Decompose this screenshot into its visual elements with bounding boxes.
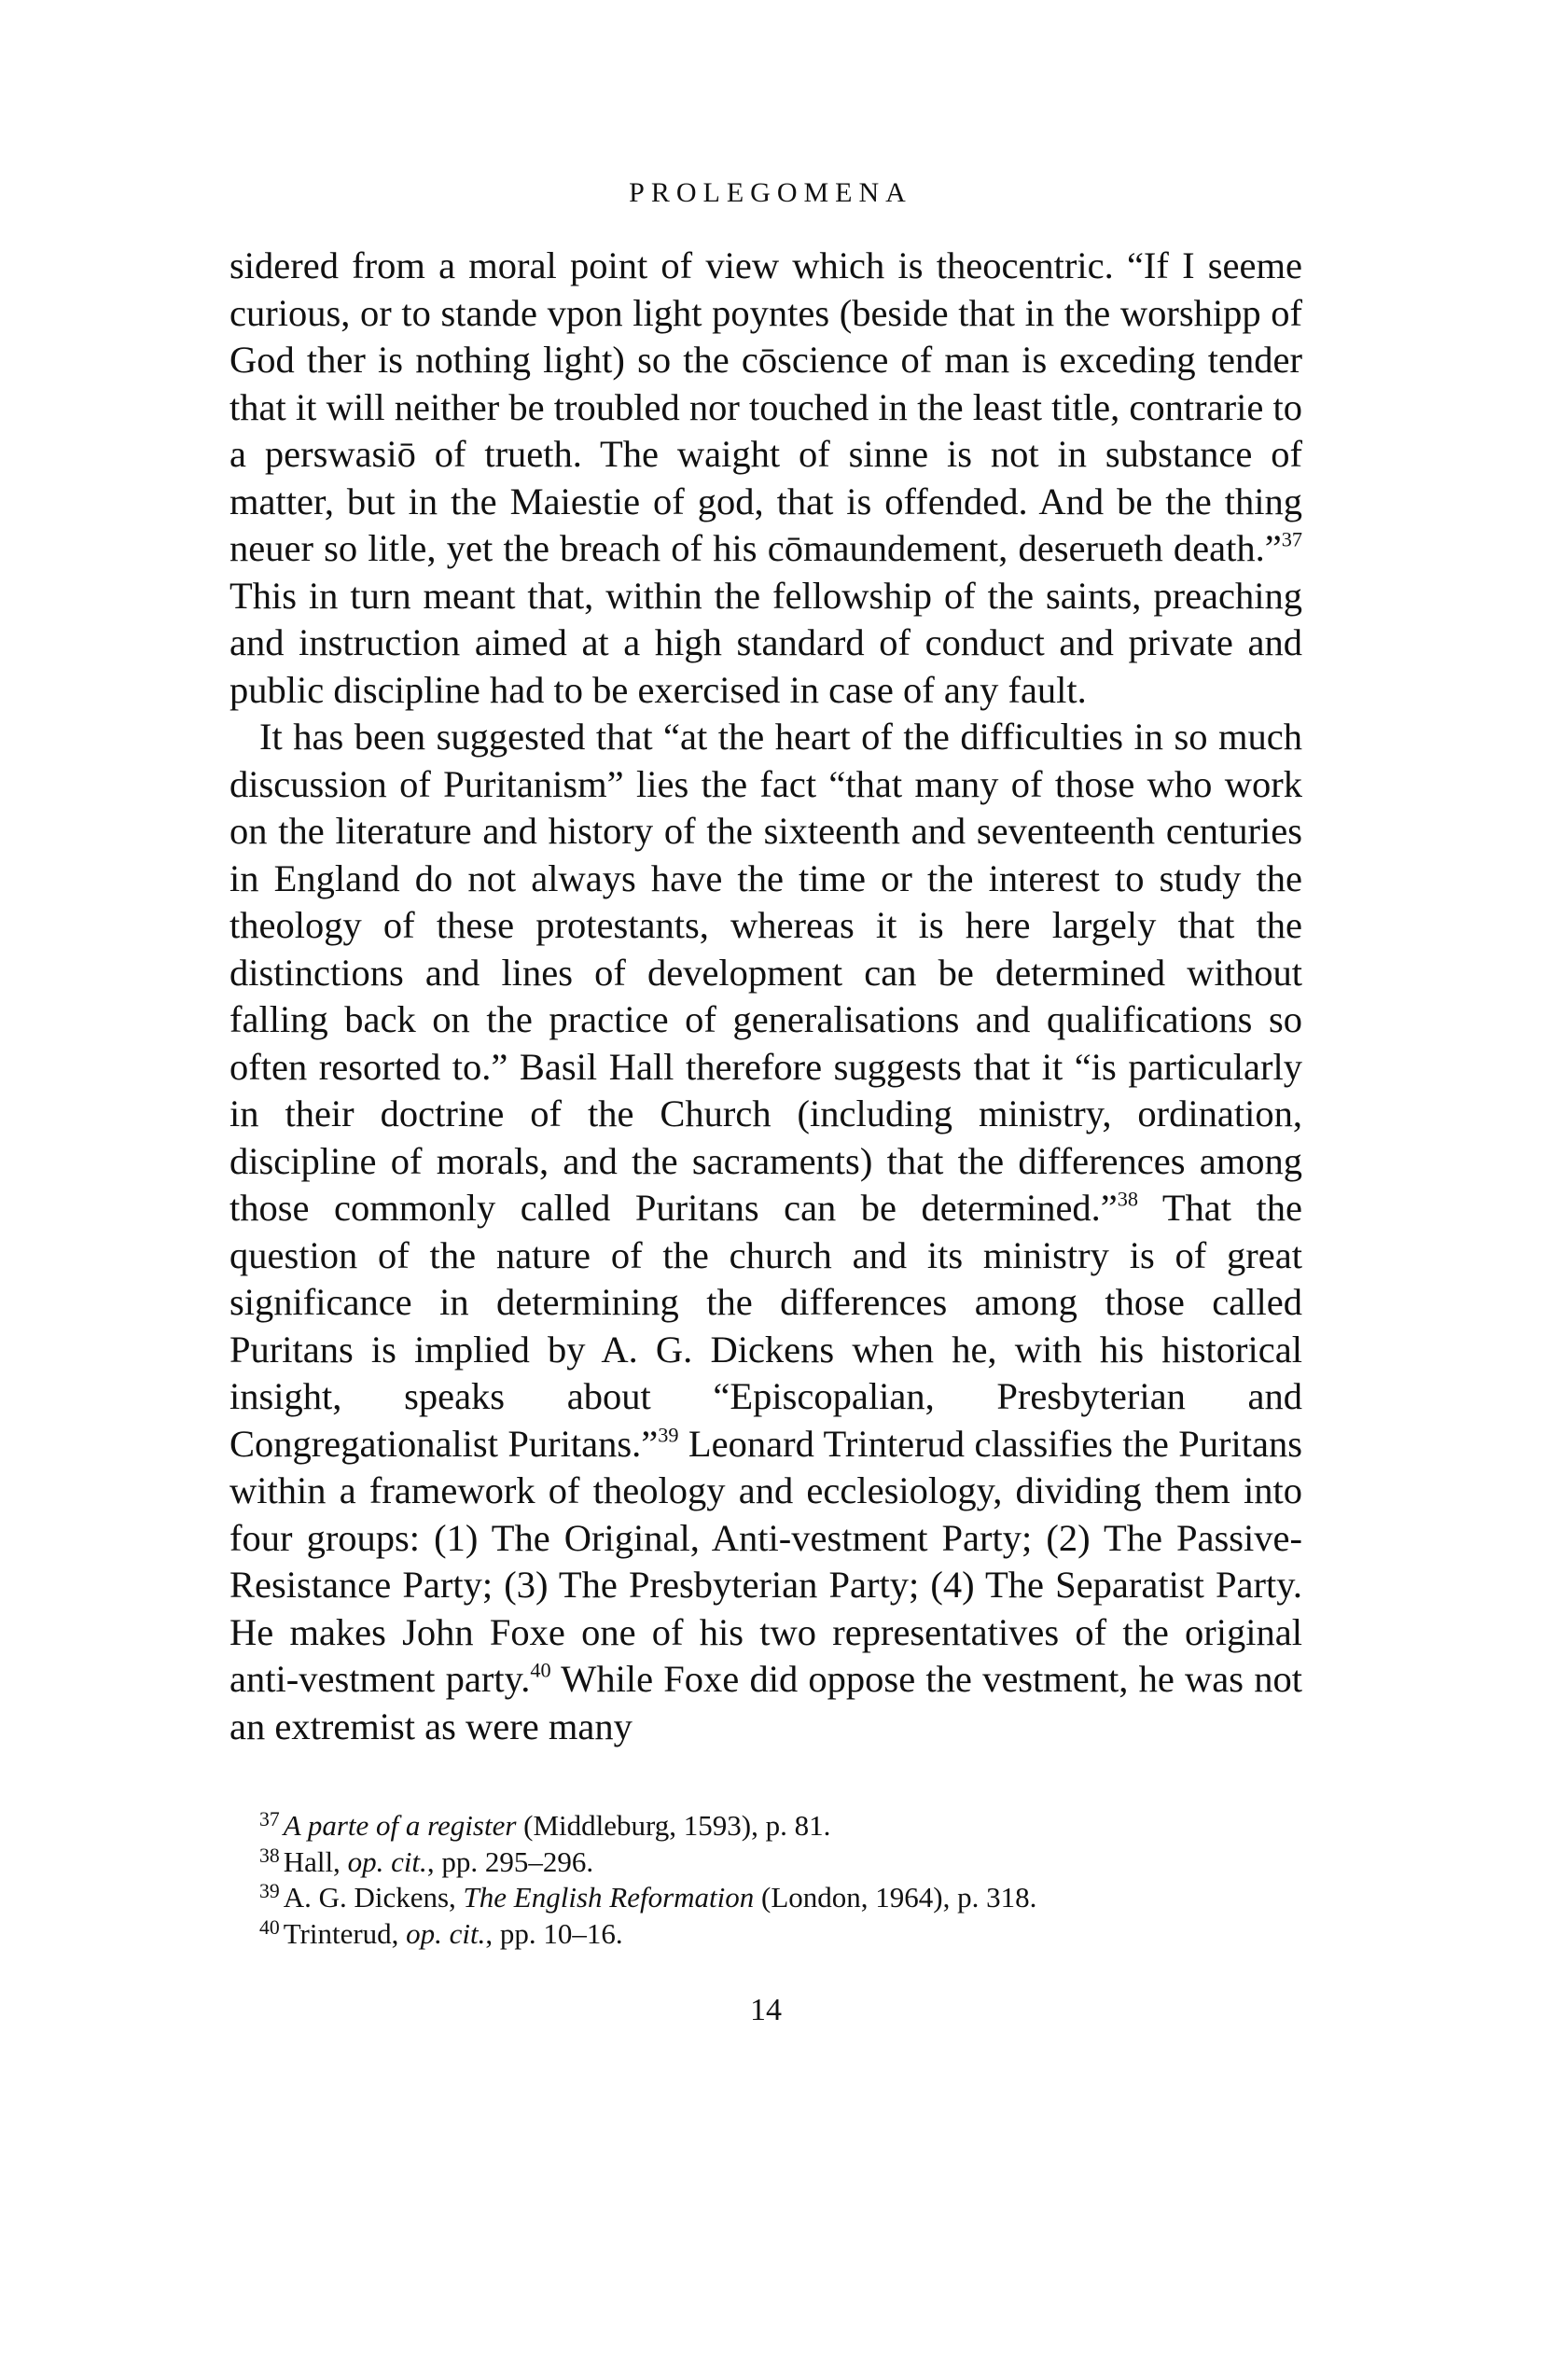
footnote-text: op. cit. — [406, 1916, 486, 1950]
footnote-number: 39 — [259, 1880, 280, 1903]
footnote-text: (London, 1964), p. 318. — [754, 1881, 1037, 1914]
paragraph-text: It has been suggested that “at the heart of the difficulties in so much discussion of Puritanism” lies the fact “that many of those who work on the literature and history of the sixteenth and seventeenth centuries in England do not always have the time or the interest to study the theology of these protestants, whereas it is here largely that the distinctions and lines of development can be determined without falling back on the practice of generalisations and qualifications so often resorted to.” Basil Hall therefore suggests that it “is particularly in their doctrine of the Church (including ministry, ordination, discipline of morals, and the sacraments) that the differences among those commonly called Puritans can be determined.” — [229, 716, 1302, 1229]
paragraph-text: This in turn meant that, within the fellowship of the saints, preaching and instruction aimed at a high standard of conduct and private and public discipline had to be exercised in case of any fault. — [229, 574, 1302, 711]
footnote — [259, 1844, 1302, 1881]
paragraph-text: sidered from a moral point of view which is theocentric. “If I seeme curious, or to stande vpon light poyntes (beside that in the worshipp of God ther is nothing light) so the cōscience of man is exceding tender that it will neither be troubled nor touched in the least title, contrarie to a perswasiō of trueth. The waight of sinne is not in substance of matter, but in the Maiestie of god, that is offended. And be the thing neuer so litle, yet the breach of his cōmaundement, deserueth death.” — [229, 244, 1302, 569]
footnote-text: A parte of a register — [283, 1809, 517, 1842]
footnote-reference: 37 — [1281, 527, 1302, 551]
footnote-reference: 40 — [530, 1658, 551, 1682]
book-page — [229, 177, 1302, 2028]
footnotes — [229, 1808, 1302, 1952]
footnote — [259, 1916, 1302, 1953]
body-paragraph — [229, 243, 1302, 714]
footnote-text: The English Reformation — [463, 1881, 755, 1914]
footnote-text: (Middleburg, 1593), p. 81. — [516, 1809, 831, 1842]
footnote — [259, 1880, 1302, 1916]
running-head: PROLEGOMENA — [629, 177, 912, 208]
footnote-text: , pp. 295–296. — [426, 1844, 594, 1878]
footnote-number: 37 — [259, 1808, 280, 1831]
footnote-number: 38 — [259, 1844, 280, 1867]
paragraph-text: That the question of the nature of the church and its ministry is of great significance in determining the differences among those called Puritans is implied by A. G. Dickens when he, with his historical insight, speaks about “Episcopalian, Presbyterian and Congregationalist Puritans.” — [229, 1187, 1303, 1465]
footnote-text: op. cit. — [347, 1844, 427, 1878]
page-number: 14 — [750, 1993, 782, 2027]
footnote-reference: 38 — [1117, 1187, 1139, 1211]
footnote — [259, 1808, 1302, 1844]
body-paragraph — [229, 714, 1302, 1750]
footnote-text: , pp. 10–16. — [485, 1916, 623, 1950]
footnote-reference: 39 — [658, 1422, 679, 1446]
footnote-text: Hall, — [283, 1844, 348, 1878]
paragraph-text: Leonard Trinterud classifies the Puritans within a framework of theology and ecclesiology, dividing them into four groups: (1) The Original, Anti-vestment Party; (2) The Passive-Resistance Party; (3) The Presbyterian Party; (4) The Separatist Party. He makes John Foxe one of his two representatives of the original anti-vestment party. — [229, 1422, 1302, 1700]
footnote-number: 40 — [259, 1915, 280, 1939]
body-text — [229, 243, 1302, 1750]
footnote-text: Trinterud, — [283, 1916, 407, 1950]
paragraph-text: While Foxe did oppose the vestment, he was not an extremist as were many — [229, 1658, 1302, 1747]
footnote-text: A. G. Dickens, — [283, 1881, 464, 1914]
